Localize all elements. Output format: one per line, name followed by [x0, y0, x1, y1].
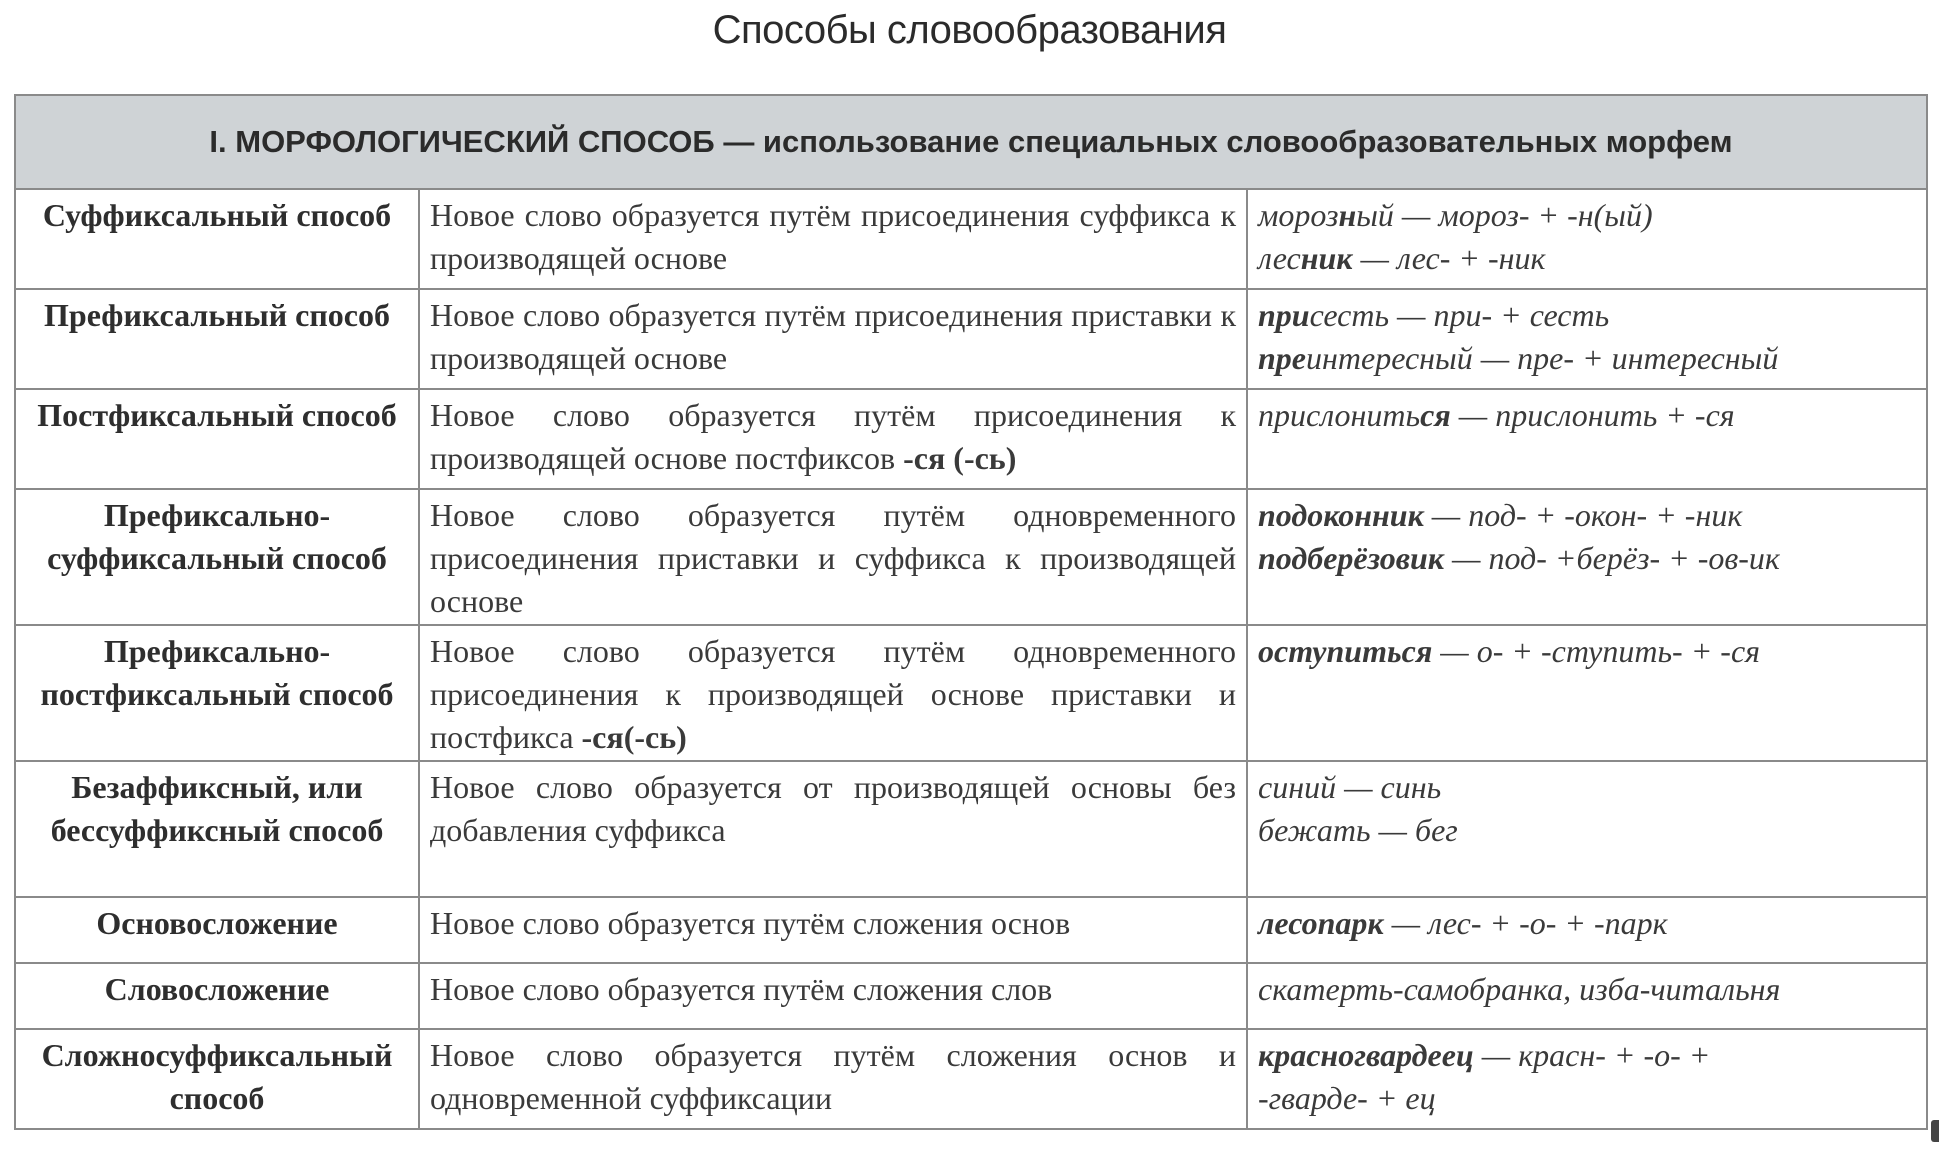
description-bold: -ся(-сь) — [581, 719, 687, 755]
table-row — [15, 189, 1927, 289]
method-name: Префиксально-суффиксальный способ — [15, 489, 419, 625]
example-part: скатерть-самобранка, изба-читальня — [1258, 971, 1781, 1007]
example-bold-part: при — [1258, 297, 1310, 333]
table-row — [15, 389, 1927, 489]
example-bold-part: пре — [1258, 340, 1306, 376]
description-text: Новое слово образуется путём присоединения к производящей основе постфиксов — [430, 397, 1236, 476]
example-line — [1258, 337, 1918, 380]
method-description — [419, 389, 1247, 489]
method-examples — [1247, 489, 1927, 625]
description-text: Новое слово образуется от производящей основы без добавления суффикса — [430, 769, 1236, 848]
description-text: Новое слово образуется путём одновременного присоединения приставки и суффикса к производящей основе — [430, 497, 1236, 619]
description-text: Новое слово образуется путём сложения слов — [430, 971, 1053, 1007]
example-part: ый — мороз- + -н(ый) — [1356, 197, 1653, 233]
word-formation-table — [14, 94, 1926, 1130]
example-bold-part: красногвардеец — [1258, 1037, 1474, 1073]
example-part: интересный — пре- + интересный — [1306, 340, 1779, 376]
table-row — [15, 761, 1927, 897]
example-part: — прислонить + -ся — [1450, 397, 1735, 433]
example-part: прислонить — [1258, 397, 1421, 433]
example-bold-part: оступиться — [1258, 633, 1433, 669]
section-header-rest: — использование специальных словообразовательных морфем — [714, 124, 1733, 159]
example-line — [1258, 494, 1918, 537]
method-name: Префиксальный способ — [15, 289, 419, 389]
example-part: синий — синь — [1258, 769, 1442, 805]
example-part: бежать — бег — [1258, 812, 1458, 848]
description-text: Новое слово образуется путём сложения основ и одновременной суффиксации — [430, 1037, 1236, 1116]
page-edge-mark — [1931, 1120, 1939, 1142]
table-row — [15, 289, 1927, 389]
example-line — [1258, 394, 1918, 437]
table-row — [15, 897, 1927, 963]
example-bold-part: подоконник — [1258, 497, 1424, 533]
method-description — [419, 625, 1247, 761]
method-examples — [1247, 761, 1927, 897]
description-text: Новое слово образуется путём одновременного присоединения к производящей основе приставки и постфикса — [430, 633, 1236, 755]
method-description — [419, 761, 1247, 897]
table-row — [15, 489, 1927, 625]
table-header-row — [15, 95, 1927, 189]
section-header-bold: I. МОРФОЛОГИЧЕСКИЙ СПОСОБ — [209, 124, 715, 159]
example-part: мороз — [1258, 197, 1339, 233]
method-description — [419, 1029, 1247, 1129]
example-bold-part: ник — [1300, 240, 1353, 276]
description-bold: -ся (-сь) — [903, 440, 1017, 476]
table-row — [15, 963, 1927, 1029]
section-header — [15, 95, 1927, 189]
example-part: сесть — при- + сесть — [1309, 297, 1610, 333]
example-part: лес — [1258, 240, 1301, 276]
method-name: Основосложение — [15, 897, 419, 963]
table-row — [15, 1029, 1927, 1129]
page-title: Способы словообразования — [712, 8, 1227, 52]
example-part: -гварде- + ец — [1258, 1080, 1436, 1116]
method-examples — [1247, 389, 1927, 489]
method-name: Словосложение — [15, 963, 419, 1029]
method-description — [419, 489, 1247, 625]
method-description — [419, 963, 1247, 1029]
example-line — [1258, 237, 1918, 280]
example-line — [1258, 630, 1918, 673]
description-text: Новое слово образуется путём присоединения суффикса к производящей основе — [430, 197, 1236, 276]
method-description — [419, 897, 1247, 963]
example-line — [1258, 1077, 1918, 1120]
method-name: Постфиксальный способ — [15, 389, 419, 489]
method-examples — [1247, 189, 1927, 289]
example-part: — лес- + -ник — [1352, 240, 1546, 276]
example-line — [1258, 294, 1918, 337]
example-bold-part: н — [1338, 197, 1357, 233]
description-text: Новое слово образуется путём сложения основ — [430, 905, 1071, 941]
method-description — [419, 189, 1247, 289]
method-name: Суффиксальный способ — [15, 189, 419, 289]
example-line — [1258, 537, 1918, 580]
description-text: Новое слово образуется путём присоединения приставки к производящей основе — [430, 297, 1236, 376]
method-examples — [1247, 1029, 1927, 1129]
example-line — [1258, 194, 1918, 237]
method-examples — [1247, 963, 1927, 1029]
example-part: — о- + -ступить- + -ся — [1432, 633, 1761, 669]
example-part: — красн- + -о- + — [1473, 1037, 1711, 1073]
example-part: — лес- + -о- + -парк — [1383, 905, 1668, 941]
example-part: — под- + -окон- + -ник — [1423, 497, 1743, 533]
example-line — [1258, 766, 1918, 809]
example-line — [1258, 1034, 1918, 1077]
method-examples — [1247, 897, 1927, 963]
example-part: — под- +берёз- + -ов-ик — [1444, 540, 1780, 576]
example-bold-part: подберёзовик — [1258, 540, 1444, 576]
example-bold-part: ся — [1420, 397, 1451, 433]
method-name: Безаффиксный, или бессуффиксный способ — [15, 761, 419, 897]
method-name: Префиксально-постфиксальный способ — [15, 625, 419, 761]
example-bold-part: лесопарк — [1258, 905, 1384, 941]
method-examples — [1247, 289, 1927, 389]
method-description — [419, 289, 1247, 389]
method-examples — [1247, 625, 1927, 761]
example-line — [1258, 809, 1918, 852]
table-row — [15, 625, 1927, 761]
example-line — [1258, 968, 1918, 1011]
example-line — [1258, 902, 1918, 945]
method-name: Сложносуффиксальный способ — [15, 1029, 419, 1129]
